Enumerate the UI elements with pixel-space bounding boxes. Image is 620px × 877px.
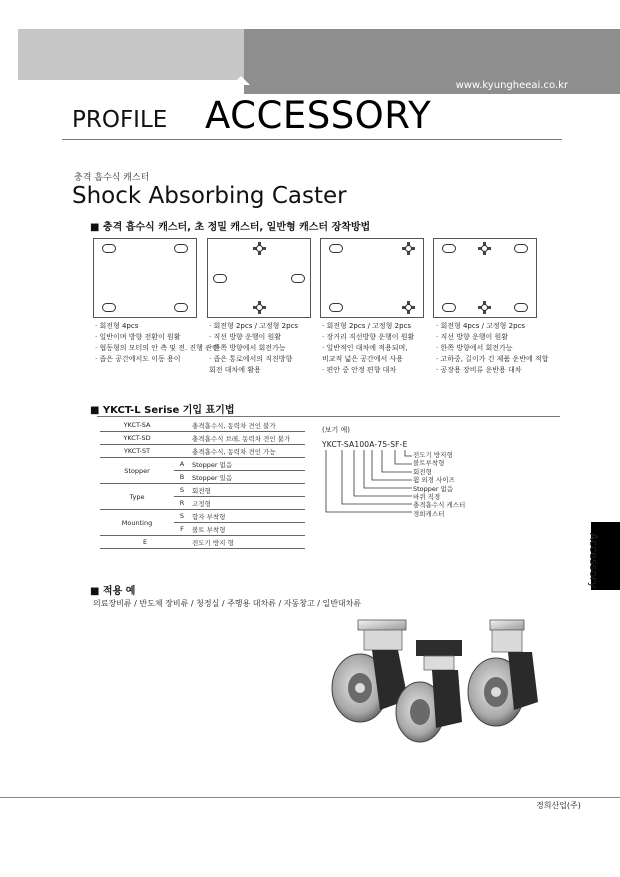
example-code: YKCT-SA100A-75-SF-E	[322, 440, 408, 449]
swivel-wheel-icon	[442, 244, 456, 253]
swivel-wheel-icon	[442, 303, 456, 312]
table-row: YKCT-ST 충격흡수식, 동력차 견인 가능	[100, 445, 305, 458]
product-kr-title: 충격 흡수식 캐스터	[74, 173, 150, 183]
header-band-right	[244, 29, 620, 80]
swivel-wheel-icon	[329, 303, 343, 312]
swivel-wheel-icon	[213, 274, 227, 283]
layout-panel-4	[433, 238, 537, 318]
mounting-section-heading: ■ 충격 흡수식 캐스터, 초 정밀 캐스터, 일반형 캐스터 장착방법	[90, 222, 371, 233]
accessory-heading: ACCESSORY	[205, 94, 432, 137]
panel-1-description: · 회전형 4pcs · 일반이며 방향 전환이 원활 · 협동형의 모터의 안 측 및 전. 진행 관련 · 좁은 공간에서도 이동 용이	[95, 322, 219, 363]
swivel-wheel-icon	[102, 303, 116, 312]
model-code-table	[100, 419, 305, 549]
application-list: 의료장비류 / 반도체 장비류 / 청정실 / 주행용 대차류 / 자동창고 / 일반대차류	[93, 599, 362, 608]
website-url[interactable]: www.kyungheeai.co.kr	[455, 80, 568, 91]
header-band-left	[18, 29, 244, 80]
fixed-wheel-icon	[253, 301, 266, 314]
model-code-section-heading: ■ YKCT-L Serise 기입 표기법	[90, 405, 235, 416]
layout-panel-1	[93, 238, 197, 318]
caster-product-image	[320, 600, 558, 750]
fixed-wheel-icon	[478, 301, 491, 314]
header-notch	[232, 76, 250, 85]
fixed-wheel-icon	[253, 242, 266, 255]
fixed-wheel-icon	[402, 242, 415, 255]
side-tab-label: Accessory	[587, 532, 601, 589]
title-divider	[62, 139, 562, 140]
application-section-heading: ■ 적용 예	[90, 586, 136, 597]
profile-heading: PROFILE	[72, 107, 168, 133]
swivel-wheel-icon	[174, 303, 188, 312]
example-label: (보기 예)	[322, 426, 350, 434]
company-name: 경희산업(주)	[536, 801, 581, 810]
fixed-wheel-icon	[478, 242, 491, 255]
table-row: YKCT-SD 충격흡수식 브레, 동력차 견인 불가	[100, 432, 305, 445]
layout-panel-3	[320, 238, 424, 318]
table-row: Type S 회전형	[100, 484, 305, 497]
table-row: Mounting S 합자 부착형	[100, 510, 305, 523]
panel-2-description: · 회전형 2pcs / 고정형 2pcs · 직선 방향 운행이 원활 · 한쪽 방향에서 회전가능 · 좁은 통로에서의 직진방향 회전 대차에 활용	[209, 322, 299, 374]
table-row: R 고정형	[100, 497, 305, 510]
table-row: E 전도기 방지 형	[100, 536, 305, 549]
table-row: F 볼트 부착형	[100, 523, 305, 536]
swivel-wheel-icon	[329, 244, 343, 253]
swivel-wheel-icon	[514, 244, 528, 253]
table-row: B Stopper 있음	[100, 471, 305, 484]
panel-4-description: · 회전형 4pcs / 고정형 2pcs · 직선 방향 운행이 원활 · 한쪽 방향에서 회전가능 · 고하중, 길이가 긴 제품 운반에 적합 · 공장용 장비류 운반용 대차	[436, 322, 549, 374]
footer-divider	[0, 797, 620, 798]
table-row: Stopper A Stopper 없음	[100, 458, 305, 471]
section-divider	[97, 416, 560, 417]
swivel-wheel-icon	[291, 274, 305, 283]
fixed-wheel-icon	[402, 301, 415, 314]
table-row: YKCT-SA 충격흡수식, 동력차 견인 불가	[100, 419, 305, 432]
code-legend: 전도기 방지형 볼트부착형 회전형 휠 외경 사이즈 Stopper 없음 바퀴 직경 충격흡수식 캐스터 경희캐스터	[413, 451, 466, 518]
swivel-wheel-icon	[102, 244, 116, 253]
product-en-title: Shock Absorbing Caster	[72, 183, 347, 209]
swivel-wheel-icon	[174, 244, 188, 253]
layout-panel-2	[207, 238, 311, 318]
swivel-wheel-icon	[514, 303, 528, 312]
panel-3-description: · 회전형 2pcs / 고정형 2pcs · 장거리 직선방향 운행이 원활 · 일반적인 대차에 적용되며, 비교적 넓은 공간에서 사용 · 편안 중 안정 편향 대차	[322, 322, 415, 374]
